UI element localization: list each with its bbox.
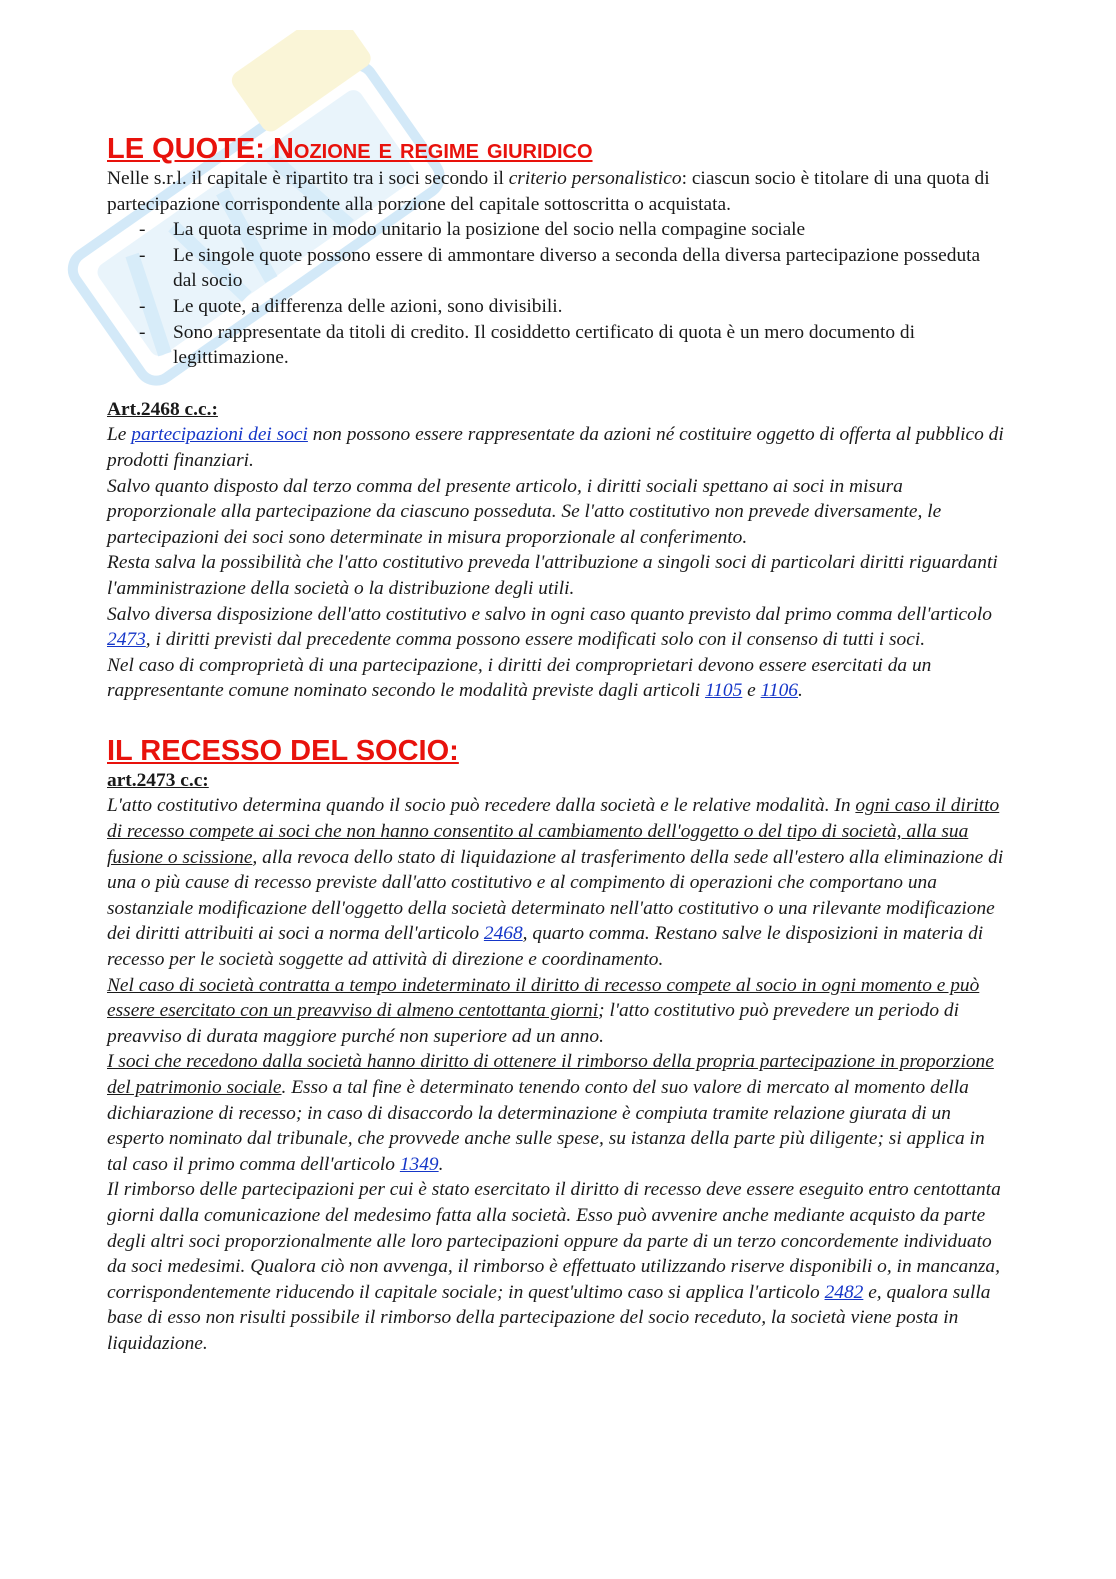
article-heading-2468: Art.2468 c.c.: <box>107 398 218 420</box>
list-item: - Le quote, a differenza delle azioni, sono divisibili. <box>173 294 1007 320</box>
list-item: - Sono rappresentate da titoli di credito. Il cosiddetto certificato di quota è un mero documento di legittimazione. <box>173 320 1007 371</box>
link-article-1349[interactable]: 1349 <box>399 1153 439 1175</box>
article-paragraph: Salvo diversa disposizione dell'atto costitutivo e salvo in ogni caso quanto previsto dal primo comma dell'articolo 2473, i diritti previsti dal precedente comma possono essere modificati solo con il consenso di tutti i soci. <box>107 603 992 651</box>
article-paragraph: Il rimborso delle partecipazioni per cui è stato esercitato il diritto di recesso deve essere eseguito entro centottanta giorni dalla comunicazione del medesimo fatta alla società. Esso può avvenire anche mediante acquisto da parte degli altri soci proporzionalmente alle loro partecipazioni oppure da parte di un terzo concordemente individuato da soci medesimi. Qualora ciò non avvenga, il rimborso è effettuato utilizzando riserve disponibili o, in mancanza, corrispondentemente riducendo il capitale sociale; in quest'ultimo caso si applica l'articolo 2482 e, qualora sulla base di esso non risulti possibile il rimborso della partecipazione del socio receduto, la società viene posta in liquidazione. <box>107 1179 1001 1354</box>
article-paragraph: Nel caso di società contratta a tempo indeterminato il diritto di recesso compete al socio in ogni momento e può essere esercitato con un preavviso di almeno centottanta giorni; l'atto costitutivo può prevedere un periodo di preavviso di durata maggiore purché non superiore ad un anno. <box>107 974 980 1047</box>
bullet-list <box>107 217 1007 371</box>
article-text-2473 <box>107 793 1007 1356</box>
link-article-1105[interactable]: 1105 <box>704 680 743 702</box>
document-page <box>107 132 1007 1357</box>
link-article-1106[interactable]: 1106 <box>760 680 798 702</box>
article-paragraph: L'atto costitutivo determina quando il socio può recedere dalla società e le relative modalità. In ogni caso il diritto di recesso compete ai soci che non hanno consentito al cambiamento dell'oggetto o del tipo di società, alla sua fusione o scissione, alla revoca dello stato di liquidazione al trasferimento della sede all'estero alla eliminazione di una o più cause di recesso previste dall'atto costitutivo e al compimento di operazioni che comportano una sostanziale modificazione dell'oggetto della società determinato nell'atto costitutivo o una rilevante modificazione dei diritti attribuiti ai soci a norma dell'articolo 2468, quarto comma. Restano salve le disposizioni in materia di recesso per le società soggette ad attività di direzione e coordinamento. <box>107 795 1004 971</box>
article-paragraph: I soci che recedono dalla società hanno diritto di ottenere il rimborso della propria partecipazione in proporzione del patrimonio sociale. Esso a tal fine è determinato tenendo conto del suo valore di mercato al momento della dichiarazione di recesso; in caso di disaccordo la determinazione è compiuta tramite relazione giurata di un esperto nominato dal tribunale, che provvede anche sulle spese, su istanza della parte più diligente; si applica in tal caso il primo comma dell'articolo 1349. <box>107 1051 994 1175</box>
intro-paragraph: Nelle s.r.l. il capitale è ripartito tra i soci secondo il criterio personalistico: ciascun socio è titolare di una quota di partecipazione corrispondente alla porzione del capitale sottoscritta o acquistata. <box>107 168 990 215</box>
link-partecipazioni-soci[interactable]: partecipazioni dei soci <box>131 424 308 446</box>
list-item: - Le singole quote possono essere di ammontare diverso a seconda della diversa partecipazione posseduta dal socio <box>173 243 1007 294</box>
link-article-2473[interactable]: 2473 <box>107 629 146 651</box>
link-article-2468[interactable]: 2468 <box>483 923 523 945</box>
section-title-recesso: IL RECESSO DEL SOCIO: <box>107 734 459 767</box>
section-title-quote: LE QUOTE: Nozione e regime giuridico <box>107 133 593 165</box>
article-paragraph: Le partecipazioni dei soci non possono essere rappresentate da azioni né costituire oggetto di offerta al pubblico di prodotti finanziari. <box>107 424 1004 471</box>
article-text-2468 <box>107 422 1007 704</box>
list-item: - La quota esprime in modo unitario la posizione del socio nella compagine sociale <box>173 217 1007 243</box>
article-paragraph: Salvo quanto disposto dal terzo comma del presente articolo, i diritti sociali spettano ai soci in misura proporzionale alla partecipazione da ciascuno posseduta. Se l'atto costitutivo non prevede diversamente, le partecipazioni dei soci sono determinate in misura proporzionale al conferimento. <box>107 475 942 548</box>
article-paragraph: Resta salva la possibilità che l'atto costitutivo preveda l'attribuzione a singoli soci di particolari diritti riguardanti l'amministrazione della società o la distribuzione degli utili. <box>107 552 998 599</box>
article-paragraph: Nel caso di comproprietà di una partecipazione, i diritti dei comproprietari devono essere esercitati da un rappresentante comune nominato secondo le modalità previste dagli articoli 1105 e 1106. <box>107 654 932 702</box>
article-heading-2473: art.2473 c.c: <box>107 769 209 791</box>
link-article-2482[interactable]: 2482 <box>824 1281 864 1303</box>
